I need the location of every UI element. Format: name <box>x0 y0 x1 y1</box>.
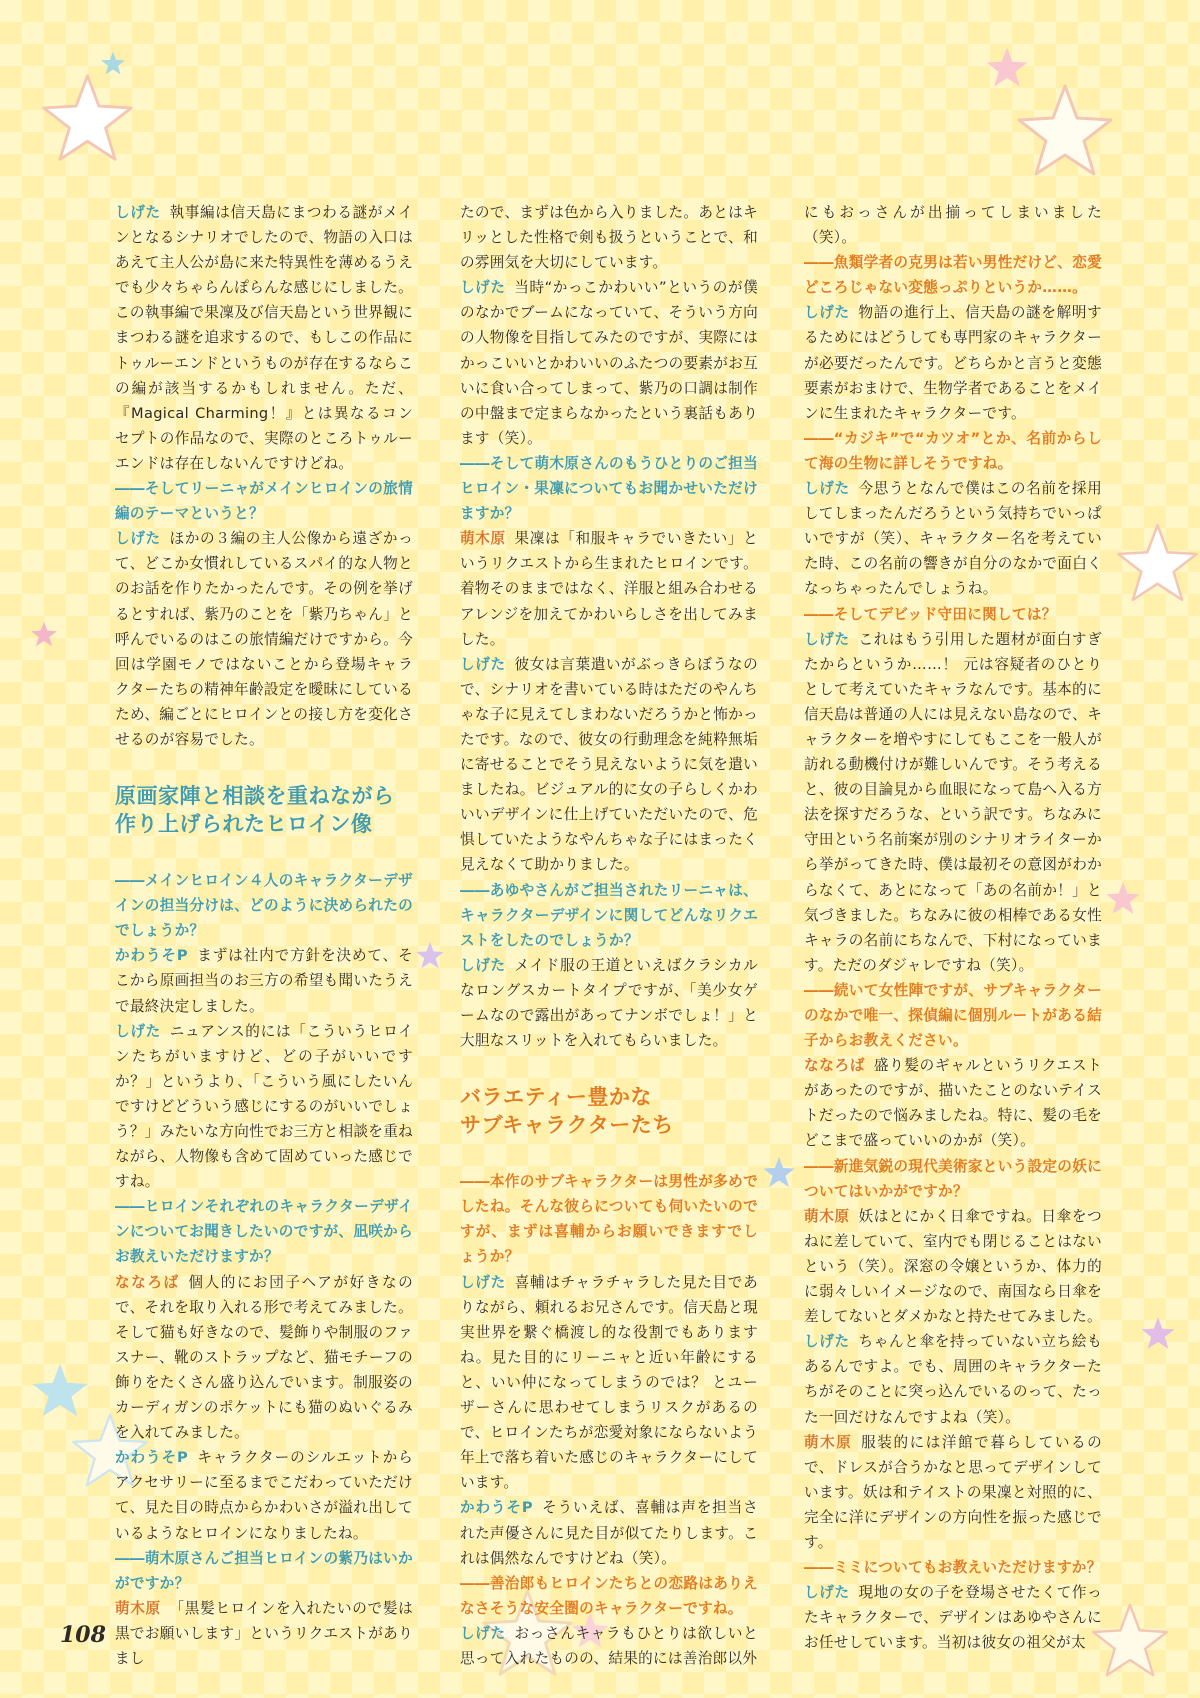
interviewer-question: ――そして萌木原さんのもうひとりのご担当ヒロイン・果凜についてもお聞かせいただけますか？ <box>460 454 758 523</box>
section-heading-line: 原画家陣と相談を重ねながら <box>115 784 395 809</box>
star-decoration-right-large <box>1115 520 1200 605</box>
interview-paragraph <box>460 200 758 275</box>
interviewer-question: ――メインヒロイン４人のキャラクターデザインの担当分けは、どのように決められたのでしょうか？ <box>115 872 413 940</box>
interviewer-question: ――新進気鋭の現代美術家という設定の妖についてはいかがですか？ <box>804 1157 1102 1200</box>
paragraph-text: 当時“かっこかわいい”というのが僕のなかでブームになっていて、そういう方向の人物像を目指してみたのですが、実際にはかっこいいとかわいいのふたつの要素がお互いに食い合ってしまって、紫乃の口調は制作の中盤まで定まらなかったという裏話もあります（笑）。 <box>460 279 758 447</box>
section-heading-line: サブキャラクターたち <box>460 1113 674 1138</box>
speaker-name: しげた <box>115 530 161 548</box>
speaker-name: しげた <box>804 630 850 648</box>
interviewer-question: ――善治郎もヒロインたちとの恋路はありえなさそうな安全圏のキャラクターですね。 <box>460 1574 758 1617</box>
speaker-name: かわうそP <box>460 1499 533 1517</box>
interview-paragraph <box>460 275 758 451</box>
paragraph-text: 執事編は信天島にまつわる謎がメインとなるシナリオでしたので、物語の入口はあえて主人公が島に来た特異性を薄めるうえでも少々ちゃらんぽらんな感じにしました。この執事編で果凜及び信天島という世界観にまつわる謎を追求するので、もしこの作品にトゥルーエンドというものが存在するならこの編が該当するかもしれません。ただ、『Magical Charming！』とは異なるコンセプトの作品なので、実際のところトゥルーエンドは存在しないんですけどね。 <box>115 204 413 472</box>
page-number: 108 <box>60 1622 106 1648</box>
speaker-name: しげた <box>804 1333 850 1351</box>
interview-paragraph <box>804 627 1102 978</box>
star-decoration-mid-blue <box>762 1155 796 1189</box>
paragraph-text: 物語の進行上、信天島の謎を解明するためにはどうしても専門家のキャラクターが必要だったんです。どちらかと言うと変態要素がおまけで、生物学者であることをメインに生まれたキャラクターです。 <box>804 304 1102 422</box>
paragraph-text: たので、まずは色から入りました。あとはキリッとした性格で剣も扱うということで、和の雰囲気を大切にしています。 <box>460 204 758 272</box>
speaker-name: 萌木原 <box>115 1599 161 1617</box>
article-column-2 <box>460 200 758 1671</box>
interview-paragraph <box>115 1445 413 1545</box>
interviewer-question: ――そしてデビッド守田に関しては？ <box>804 605 1057 623</box>
interview-paragraph <box>804 1430 1102 1555</box>
speaker-name: しげた <box>460 655 506 673</box>
interview-paragraph <box>115 943 413 1018</box>
paragraph-text: 現地の女の子を登場させたくて作ったキャラクターで、デザインはあゆやさんにお任せしています。当初は彼女の祖父が太 <box>804 1584 1102 1652</box>
article-column-3 <box>804 200 1102 1655</box>
speaker-name: しげた <box>460 279 506 297</box>
speaker-name: しげた <box>460 1273 506 1291</box>
section-heading <box>115 782 413 838</box>
speaker-name: かわうそP <box>115 1449 189 1467</box>
paragraph-text: 盛り髪のギャルというリクエストがあったのですが、描いたことのないテイストだったので悩みましたね。特に、髪の毛をどこまで盛っていいのかが（笑）。 <box>804 1057 1103 1150</box>
section-heading-line: バラエティー豊かな <box>460 1085 652 1110</box>
interview-paragraph <box>460 1270 758 1496</box>
speaker-name: 萌木原 <box>804 1433 853 1451</box>
interviewer-question: ――ヒロインそれぞれのキャラクターデザインについてお聞きしたいのですが、凪咲からお教えいただけますか？ <box>115 1198 413 1266</box>
paragraph-text: 喜輔はチャラチャラした見た目でありながら、頼れるお兄さんです。信天島と現実世界を繋ぐ橋渡し的な役割でもありますね。見た目的にリーニャと近い年齢にすると、いい仲になってしまうのでは？ とユーザーさんに思わせてしまうリスクがあるので、ヒロインたちが恋愛対象にならないよう年上で落ち着いた感じのキャラクターにしています。 <box>460 1273 758 1492</box>
speaker-name: しげた <box>804 1584 850 1602</box>
star-decoration-top-small-blue <box>100 50 126 76</box>
star-decoration-bottom-right <box>1090 1600 1170 1680</box>
interviewer-question: ――続いて女性陣ですが、サブキャラクターのなかで唯一、探偵編に個別ルートがある結子からお教えください。 <box>804 981 1102 1050</box>
paragraph-text: 妖はとにかく日傘ですね。日傘をつねに差していて、室内でも閉じることはないという（笑）。深窓の令嬢というか、体力的に弱々しいイメージなので、南国なら日傘を差してないとダメかなと持たせてみました。 <box>804 1207 1102 1326</box>
paragraph-text: メイド服の王道といえばクラシカルなロングスカートタイプですが、「美少女ゲームなので露出があってナンボでしょ！」と大胆なスリットを入れてもらいました。 <box>460 956 758 1050</box>
speaker-name: しげた <box>460 1624 506 1642</box>
speaker-name: ななろば <box>115 1273 180 1291</box>
interview-paragraph <box>115 1019 413 1195</box>
interviewer-question: ――“カジキ”で“カツオ”とか、名前からして海の生物に詳しそうですね。 <box>804 429 1102 472</box>
paragraph-text: ニュアンス的には「こういうヒロインたちがいますけど、どの子がいいですか？」というより、「こういう風にしたいんですけどどういう感じにするのがいいでしょう？」みたいな方向性でお三方と相談を重ねながら、人物像も含めて固めていった感じですね。 <box>115 1022 413 1191</box>
interviewer-question: ――萌木原さんご担当ヒロインの紫乃はいかがですか？ <box>115 1549 413 1592</box>
paragraph-text: 彼女は言葉遣いがぶっきらぼうなので、シナリオを書いている時はただのやんちゃな子に見えてしまわないだろうかと怖かったです。なので、彼女の行動理念を純粋無垢に寄せることでそう見えないように気を遣いましたね。ビジュアル的に女の子らしくかわいいデザインに仕上げていただいたので、危惧していたようなやんちゃな子にはまったく見えなくて助かりました。 <box>460 655 758 874</box>
paragraph-text: 「黒髪ヒロインを入れたいので髪は黒でお願いします」というリクエストがありまし <box>115 1599 413 1667</box>
section-heading-line: 作り上げられたヒロイン像 <box>115 812 373 837</box>
star-decoration-right-purple <box>1140 1315 1176 1351</box>
interview-paragraph <box>804 200 1102 250</box>
paragraph-text: にもおっさんが出揃ってしまいました（笑）。 <box>804 204 1102 247</box>
interviewer-question: ――本作のサブキャラクターは男性が多めでしたね。そんな彼らについても伺いたいのですが、まずは喜輔からお願いできますでしょうか？ <box>460 1173 758 1266</box>
star-decoration-mid-purple <box>415 940 445 970</box>
paragraph-text: ちゃんと傘を持っていない立ち絵もあるんですよ。でも、周囲のキャラクターたちがそのことに突っ込んでいるのって、たった一回だけなんですよね（笑）。 <box>804 1333 1102 1426</box>
interview-paragraph <box>115 200 413 476</box>
interview-paragraph <box>460 1621 758 1671</box>
speaker-name: しげた <box>115 1022 161 1040</box>
speaker-name: ななろば <box>804 1057 866 1075</box>
speaker-name: 萌木原 <box>460 530 506 548</box>
interview-paragraph <box>804 1204 1102 1329</box>
interview-paragraph <box>804 1580 1102 1655</box>
speaker-name: しげた <box>804 304 850 322</box>
speaker-name: 萌木原 <box>804 1207 850 1225</box>
section-heading <box>460 1083 758 1139</box>
interview-paragraph <box>460 1495 758 1570</box>
speaker-name: かわうそP <box>115 947 188 965</box>
interview-paragraph <box>804 476 1102 601</box>
speaker-name: しげた <box>460 956 506 974</box>
paragraph-text: おっさんキャラもひとりは欲しいと思って入れたものの、結果的には善治郎以外 <box>460 1624 758 1667</box>
paragraph-text: 服装的には洋館で暮らしているので、ドレスが合うかなと思ってデザインしています。妖は和テイストの果凜と対照的に、完全に洋にデザインの方向性を振った感じです。 <box>804 1433 1102 1551</box>
interview-paragraph <box>460 526 758 651</box>
interview-paragraph <box>804 300 1102 425</box>
speaker-name: しげた <box>115 204 161 221</box>
interview-paragraph <box>115 1270 413 1446</box>
interview-paragraph <box>115 526 413 752</box>
interview-paragraph <box>460 953 758 1053</box>
interviewer-question: ――魚類学者の克男は若い男性だけど、恋愛どころじゃない変態っぷりというか……。 <box>804 254 1102 297</box>
article-column-1 <box>115 200 413 1671</box>
interview-paragraph <box>460 652 758 878</box>
interviewer-question: ――あゆやさんがご担当されたリーニャは、キャラクターデザインに関してどんなリクエストをしたのでしょうか？ <box>460 881 758 949</box>
interview-paragraph <box>804 1329 1102 1429</box>
paragraph-text: まずは社内で方針を決めて、そこから原画担当のお三方の希望も聞いたうえで最終決定しました。 <box>115 947 413 1015</box>
paragraph-text: これはもう引用した題材が面白すぎたからというか……！ 元は容疑者のひとりとして考えていたキャラなんです。基本的に信天島は普通の人には見えない島なので、キャラクターを増やすにしてもここを一般人が訪れる動機付けが難しいんです。そう考えると、彼の目論見から血眼になって島へ入る方法を探すだろうな、という訳です。ちなみに守田という名前案が別のシナリオライターから挙がってきた時、僕は最初その意図がわからなくて、あとになって「あの名前か！」と気づきました。ちなみに彼の相棒である女性キャラの名前にちなんで、下村になっています。ただのダジャレですね（笑）。 <box>804 630 1102 974</box>
paragraph-text: 果凜は「和服キャラでいきたい」というリクエストから生まれたヒロインです。着物そのままではなく、洋服と組み合わせるアレンジを加えてかわいらしさを出してみました。 <box>460 530 758 648</box>
star-decoration-right-pink <box>1105 880 1141 916</box>
star-decoration-top-left <box>40 70 135 165</box>
paragraph-text: そういえば、喜輔は声を担当された声優さんに見た目が似てたりします。これは偶然なんですけどね（笑）。 <box>460 1499 758 1567</box>
paragraph-text: 個人的にお団子ヘアが好きなので、それを取り入れる形で考えてみました。そして猫も好きなので、髪飾りや制服のファスナー、靴のストラップなど、猫モチーフの飾りをたくさん盛り込んでいます。制服姿のカーディガンのポケットにも猫のぬいぐるみを入れてみました。 <box>115 1273 413 1442</box>
interview-paragraph <box>115 1596 413 1671</box>
interview-paragraph <box>804 1053 1102 1153</box>
interviewer-question: ――そしてリーニャがメインヒロインの旅情編のテーマというと？ <box>115 480 413 523</box>
paragraph-text: 今思うとなんで僕はこの名前を採用してしまったんだろうという気持ちでいっぱいですが（笑）、キャラクター名を考えていた時、この名前の響きが自分のなかで面白くなっちゃったんでしょうね。 <box>804 480 1102 598</box>
paragraph-text: キャラクターのシルエットからアクセサリーに至るまでこだわっていただけて、見た目の時点からかわいさが溢れ出しているようなヒロインになりましたね。 <box>115 1449 413 1542</box>
star-decoration-top-right <box>1015 80 1115 180</box>
star-decoration-left-pink <box>30 620 58 648</box>
speaker-name: しげた <box>804 480 850 498</box>
paragraph-text: ほかの３編の主人公像から遠ざかって、どこか女慣れしているスパイ的な人物とのお話を作りたかったんです。その例を挙げるとすれば、紫乃のことを「紫乃ちゃん」と呼んでいるのはこの旅情編だけですから。今回は学園モノではないことから登場キャラクターたちの精神年齢設定を曖昧にしているため、編ごとにヒロインとの接し方を変化させるのが容易でした。 <box>115 530 413 748</box>
interviewer-question: ――ミミについてもお教えいただけますか？ <box>804 1559 1102 1577</box>
